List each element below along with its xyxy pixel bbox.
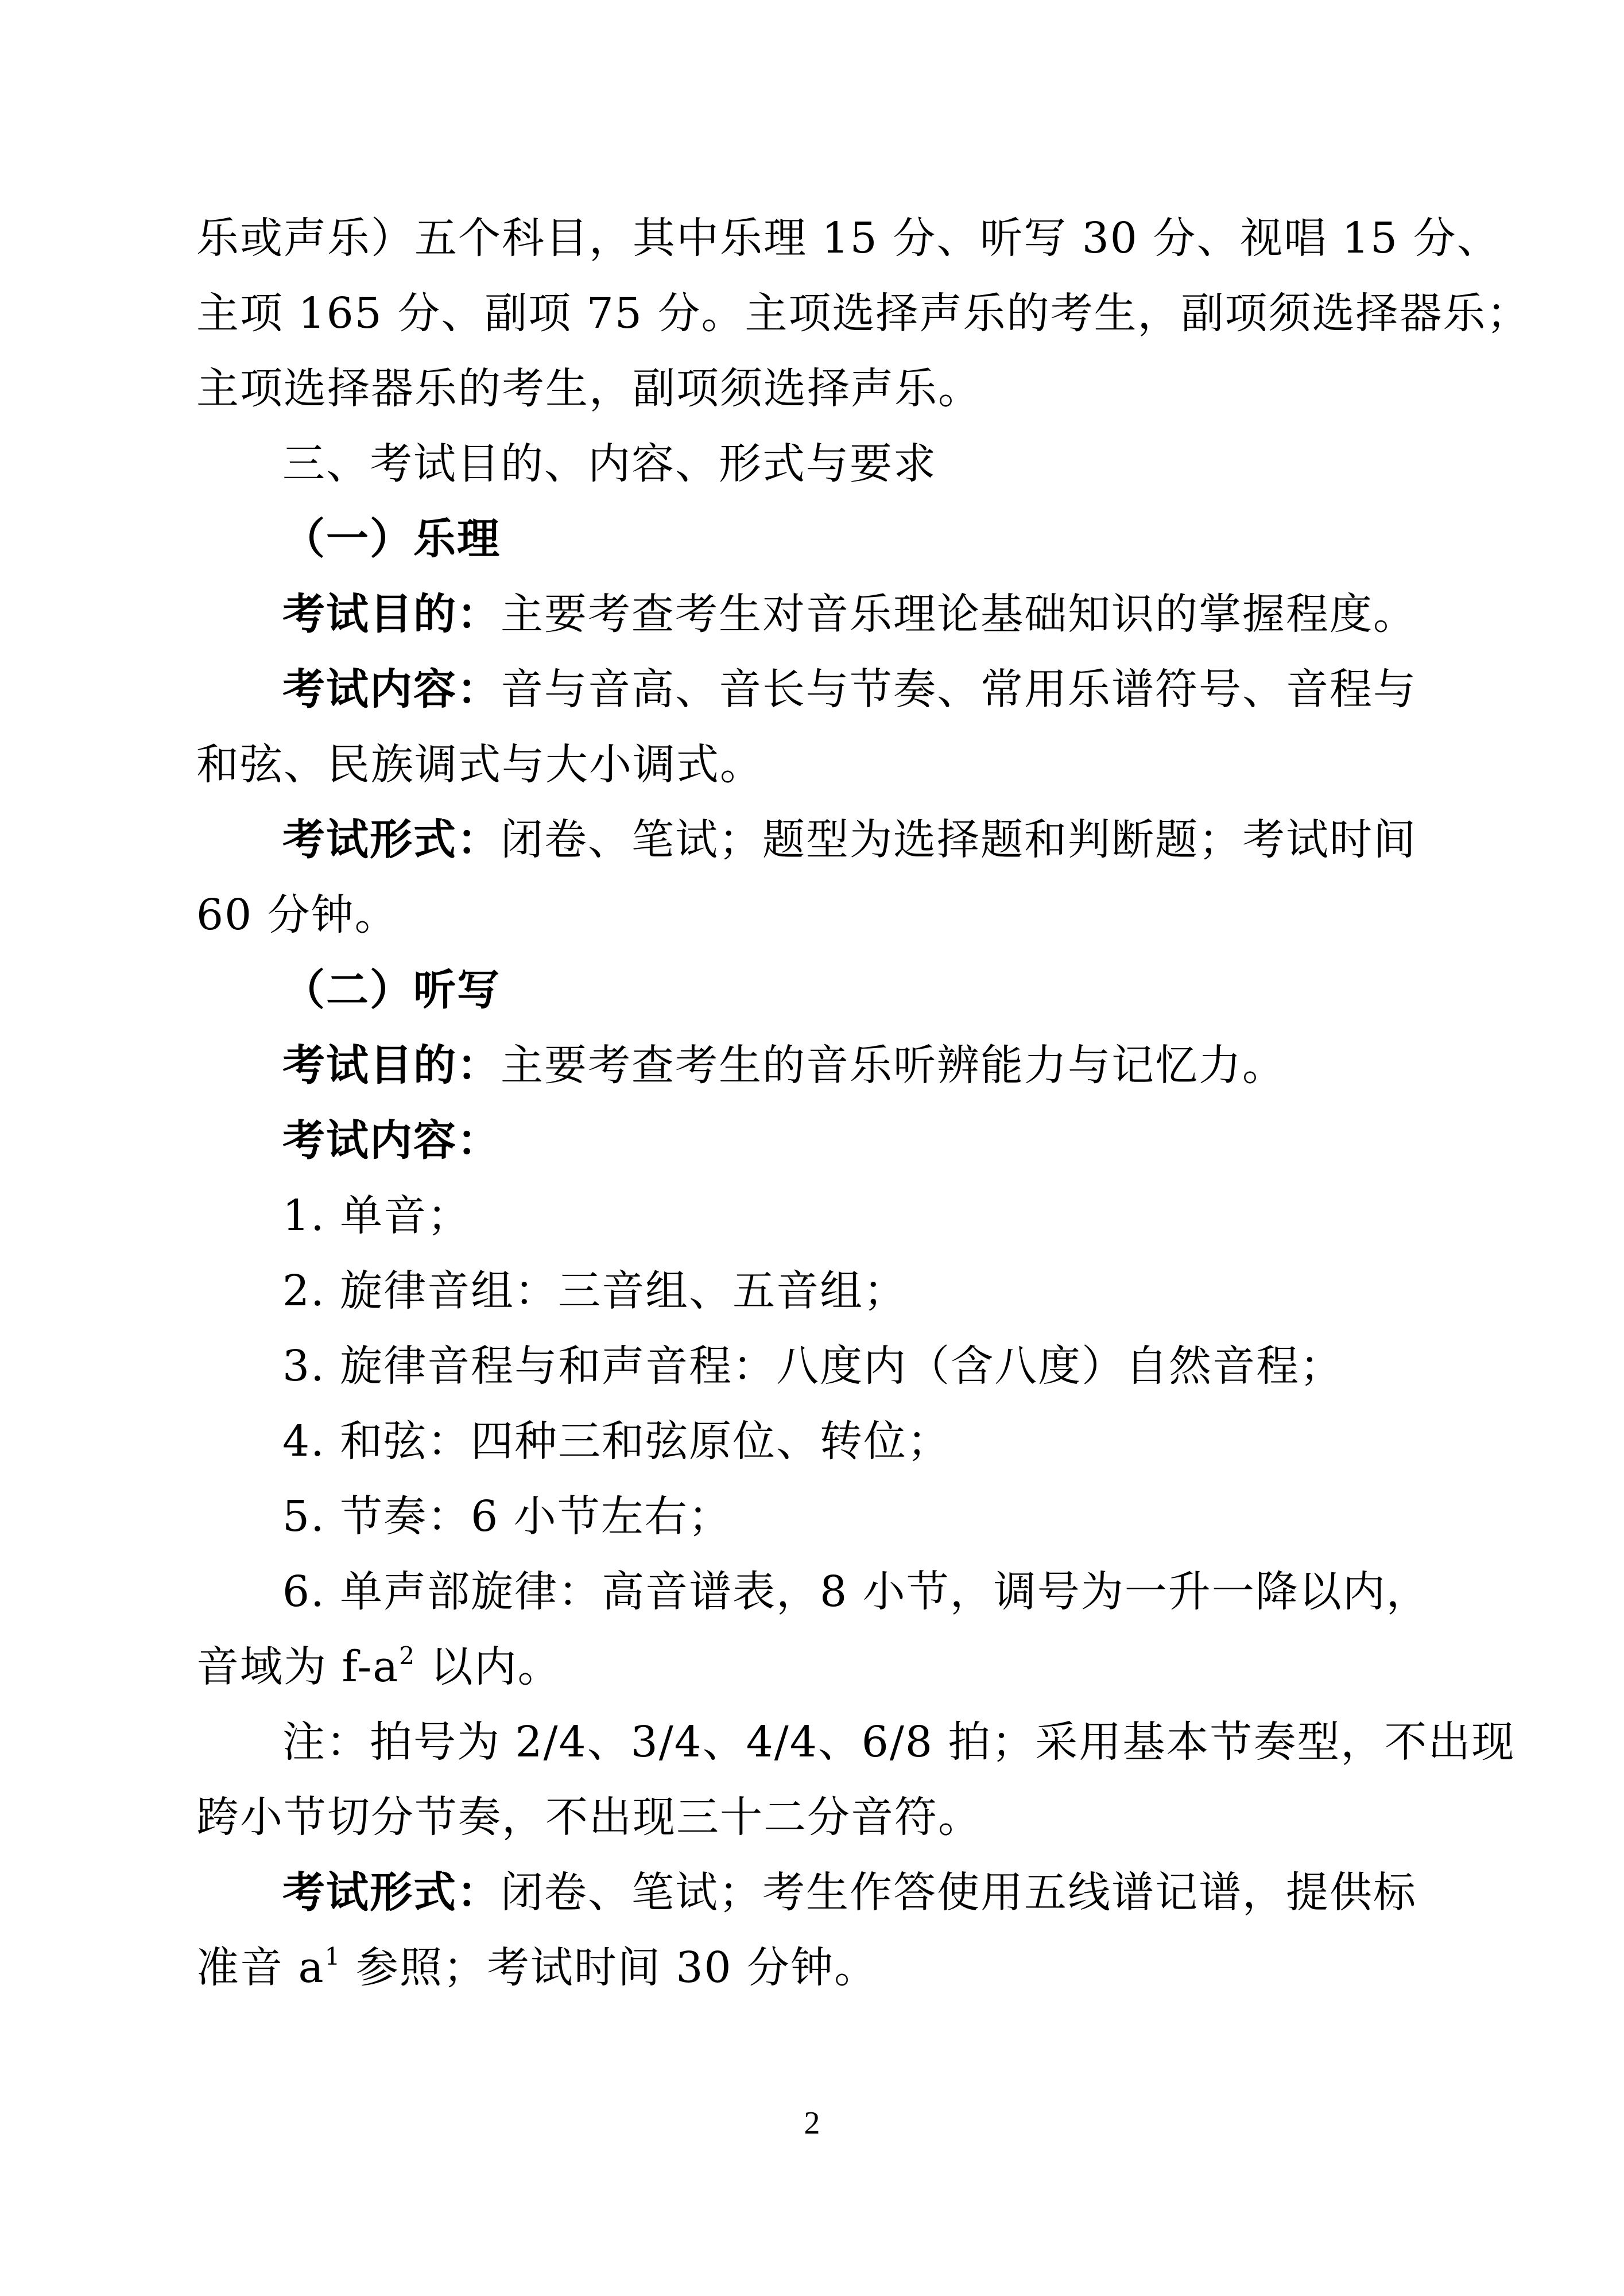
list-item: 6. 单声部旋律：高音谱表，8 小节，调号为一升一降以内， — [282, 1567, 1430, 1616]
content-label: 考试内容： — [282, 665, 501, 714]
intro-line-3: 主项选择器乐的考生，副项须选择声乐。 — [196, 364, 982, 413]
tingxie-form — [282, 1864, 1417, 1921]
tingxie-content-label: 考试内容： — [282, 1116, 501, 1165]
tingxie-purpose — [282, 1037, 1413, 1094]
note-line-2: 跨小节切分节奏，不出现三十二分音符。 — [196, 1793, 982, 1842]
list-item: 2. 旋律音组：三音组、五音组； — [282, 1266, 908, 1316]
list-item: 1. 单音； — [282, 1191, 471, 1240]
purpose-label: 考试目的： — [282, 589, 501, 639]
list-item-continuation — [196, 1638, 1413, 1696]
list-item: 4. 和弦：四种三和弦原位、转位； — [282, 1417, 951, 1466]
section-heading: 三、考试目的、内容、形式与要求 — [282, 439, 937, 488]
subheading-yueli: （一）乐理 — [282, 514, 501, 564]
form-label: 考试形式： — [282, 815, 501, 864]
yueli-content-cont: 和弦、民族调式与大小调式。 — [196, 740, 763, 789]
yueli-content — [282, 661, 1417, 718]
intro-line-1: 乐或声乐）五个科目，其中乐理 15 分、听写 30 分、视唱 15 分、 — [196, 214, 1501, 263]
range-text-end: 以内。 — [416, 1642, 561, 1692]
list-item: 3. 旋律音程与和声音程：八度内（含八度）自然音程； — [282, 1341, 1344, 1391]
list-item: 5. 节奏：6 小节左右； — [282, 1492, 732, 1541]
form-text-b: 参照；考试时间 30 分钟。 — [341, 1943, 878, 1992]
form-text-a: 准音 a — [196, 1943, 325, 1992]
form-text: 闭卷、笔试；题型为选择题和判断题；考试时间 — [501, 815, 1417, 864]
note-line-1: 注：拍号为 2/4、3/4、4/4、6/8 拍；采用基本节奏型，不出现 — [282, 1717, 1516, 1767]
range-text: 音域为 f-a — [196, 1642, 400, 1692]
tingxie-form-cont — [196, 1939, 1413, 1996]
purpose-text: 主要考查考生的音乐听辨能力与记忆力。 — [501, 1041, 1286, 1090]
intro-line-2: 主项 165 分、副项 75 分。主项选择声乐的考生，副项须选择器乐； — [196, 289, 1530, 338]
superscript: 1 — [324, 1942, 342, 1971]
yueli-purpose — [282, 585, 1417, 643]
superscript: 2 — [399, 1642, 416, 1670]
purpose-label: 考试目的： — [282, 1041, 501, 1090]
form-text: 闭卷、笔试；考生作答使用五线谱记谱，提供标 — [501, 1868, 1417, 1917]
form-label: 考试形式： — [282, 1868, 501, 1917]
yueli-form — [282, 811, 1417, 868]
subheading-tingxie: （二）听写 — [282, 965, 501, 1015]
page-number: 2 — [804, 2105, 820, 2141]
content-text: 音与音高、音长与节奏、常用乐谱符号、音程与 — [501, 665, 1417, 714]
yueli-form-cont: 60 分钟。 — [196, 890, 398, 940]
purpose-text: 主要考查考生对音乐理论基础知识的掌握程度。 — [501, 589, 1417, 639]
